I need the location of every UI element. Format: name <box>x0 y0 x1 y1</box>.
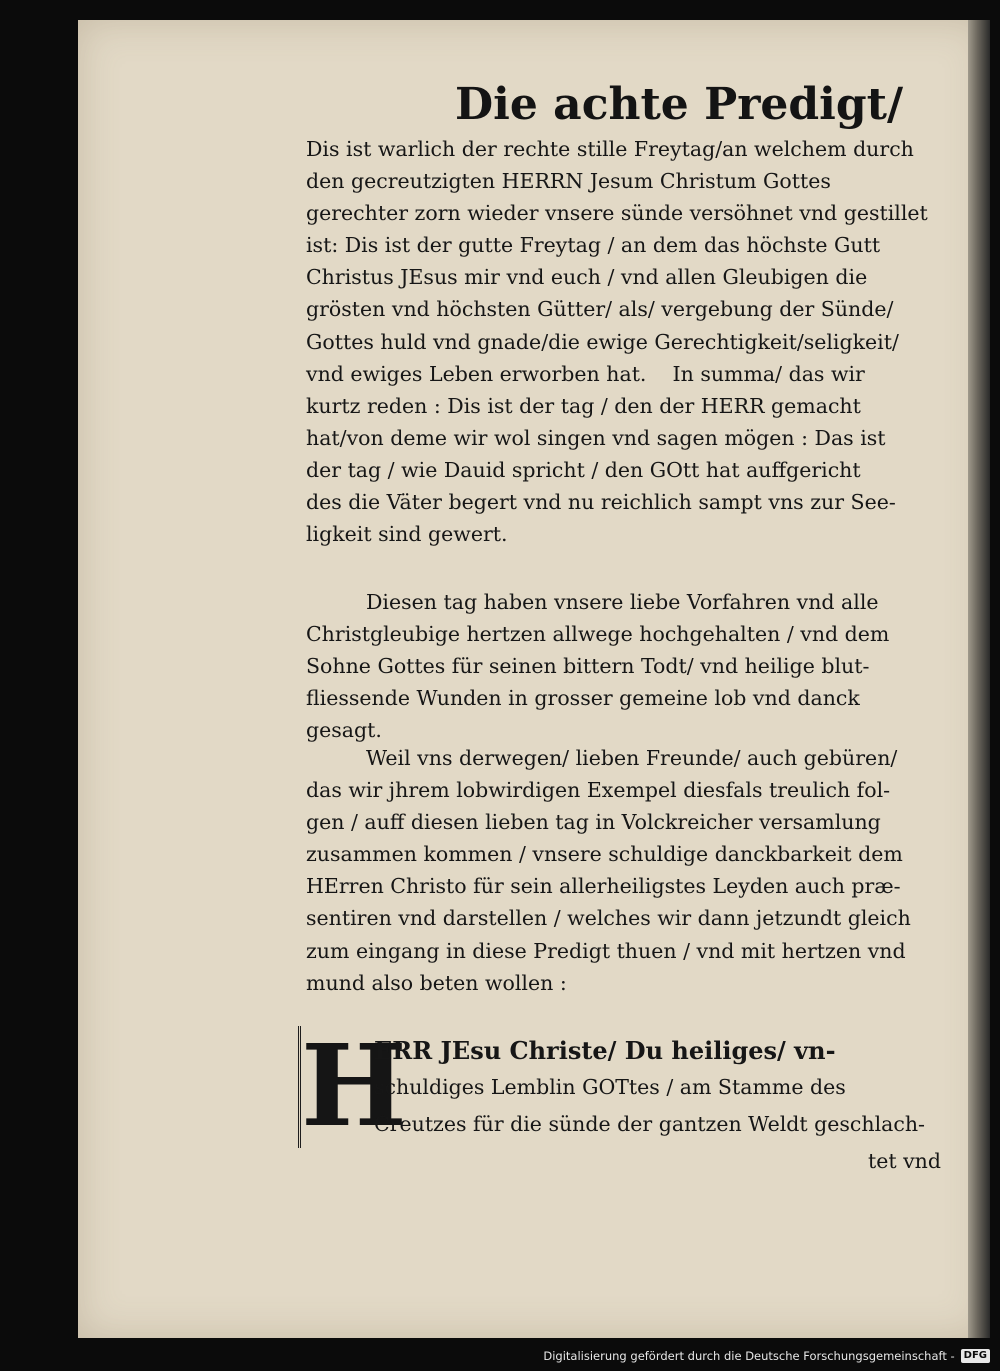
text-line: Gottes huld vnd gnade/die ewige Gerechtigkeit/seligkeit/ <box>306 329 899 354</box>
text-line: sentiren vnd darstellen / welches wir dann jetzundt gleich <box>306 906 911 931</box>
text-line: zum eingang in diese Predigt thuen / vnd mit hertzen vnd <box>306 938 906 963</box>
text-line: ERR JEsu Christe/ Du heiliges/ vn- <box>374 1036 836 1065</box>
text-line: hat/von deme wir wol singen vnd sagen mögen : Das ist <box>306 425 886 450</box>
paragraph-1 <box>306 133 956 550</box>
text-line: schuldiges Lemblin GOTtes / am Stamme des <box>374 1075 846 1099</box>
text-line: Dis ist warlich der rechte stille Freytag/an welchem durch <box>306 137 914 161</box>
text-line: Creutzes für die sünde der gantzen Weldt geschlach- <box>374 1112 925 1136</box>
text-line: Diesen tag haben vnsere liebe Vorfahren vnd alle <box>366 590 879 614</box>
text-line: gerechter zorn wieder vnsere sünde versöhnet vnd gestillet <box>306 201 928 226</box>
text-line: Weil vns derwegen/ lieben Freunde/ auch gebüren/ <box>366 746 898 770</box>
text-line: ist: Dis ist der gutte Freytag / an dem das höchste Gutt <box>306 233 881 258</box>
text-line: der tag / wie Dauid spricht / den GOtt hat auffgericht <box>306 457 861 482</box>
text-line: vnd ewiges Leben erworben hat. In summa/ das wir <box>306 361 865 386</box>
text-line: kurtz reden : Dis ist der tag / den der HERR gemacht <box>306 393 861 418</box>
page-edge <box>968 20 990 1338</box>
text-line: gen / auff diesen lieben tag in Volckreicher versamlung <box>306 810 881 835</box>
decorated-initial: H <box>298 1026 371 1148</box>
digitization-footer <box>543 1345 990 1367</box>
text-line: den gecreutzigten HERRN Jesum Christum Gottes <box>306 169 831 194</box>
text-line: mund also beten wollen : <box>306 970 567 995</box>
text-line: gesagt. <box>306 718 382 743</box>
text-line: Christgleubige hertzen allwege hochgehalten / vnd dem <box>306 622 890 647</box>
text-line: zusammen kommen / vnsere schuldige danckbarkeit dem <box>306 842 903 867</box>
prayer-paragraph <box>374 1032 959 1180</box>
text-line: fliessende Wunden in grosser gemeine lob vnd danck <box>306 686 860 711</box>
text-line: grösten vnd höchsten Gütter/ als/ vergebung der Sünde/ <box>306 297 894 322</box>
text-line: HErren Christo für sein allerheiligstes Leyden auch præ- <box>306 874 901 899</box>
text-line: des die Väter begert vnd nu reichlich sampt vns zur See- <box>306 490 896 515</box>
paragraph-2 <box>306 586 956 746</box>
text-line: tet vnd <box>867 1149 941 1173</box>
text-line: das wir jhrem lobwirdigen Exempel diesfals treulich fol- <box>306 778 891 803</box>
dfg-logo: DFG <box>961 1349 990 1363</box>
paragraph-3 <box>306 742 956 999</box>
footer-text: Digitalisierung gefördert durch die Deutsche Forschungsgemeinschaft - <box>543 1349 955 1363</box>
running-head: Die achte Predigt/ <box>455 79 904 130</box>
text-line: Christus JEsus mir vnd euch / vnd allen Gleubigen die <box>306 265 868 290</box>
text-line: Sohne Gottes für seinen bittern Todt/ vnd heilige blut- <box>306 654 870 679</box>
text-line: ligkeit sind gewert. <box>306 522 508 547</box>
